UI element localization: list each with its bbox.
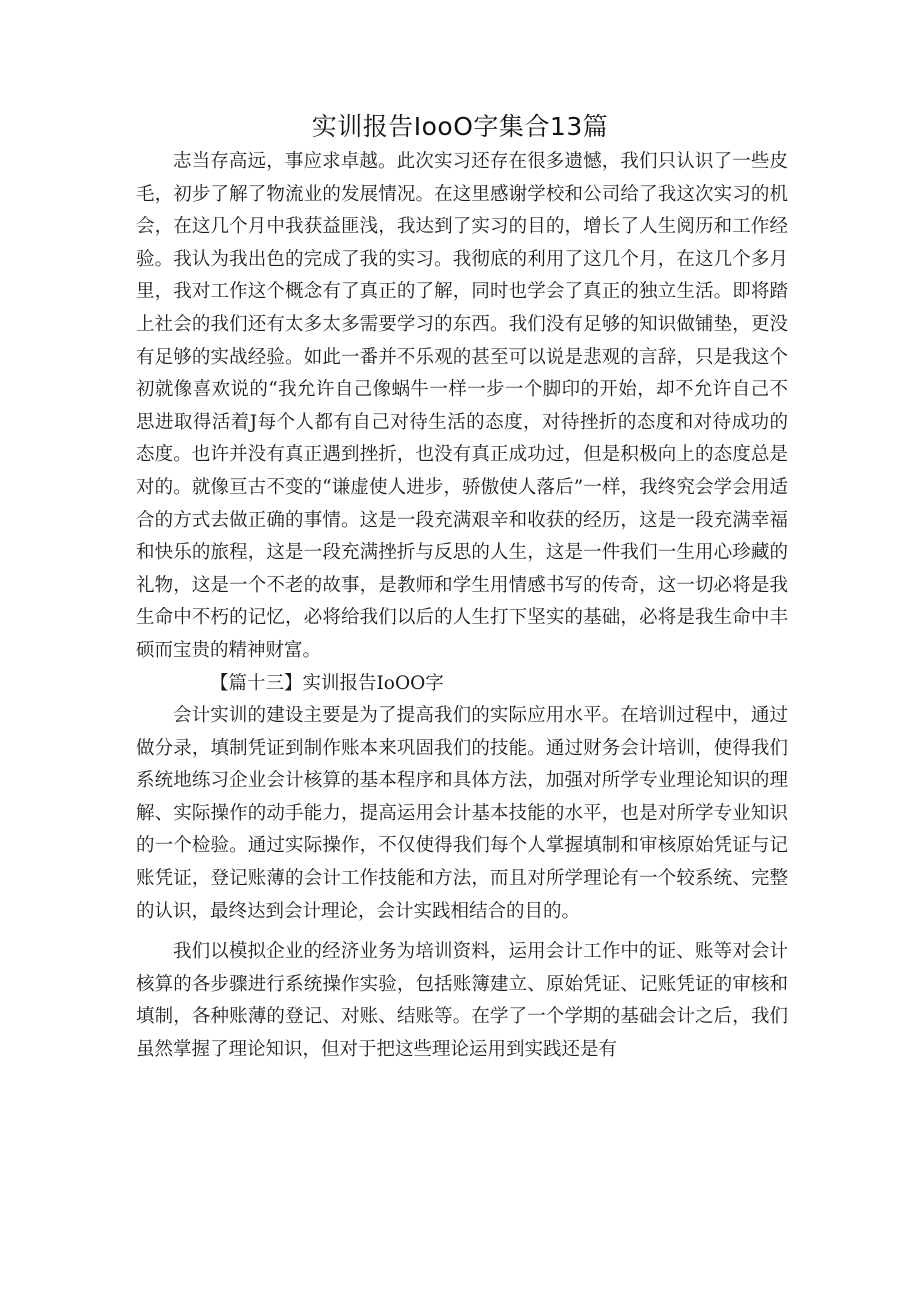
document-title: 实训报告IooO字集合13篇 bbox=[311, 112, 609, 141]
document-body bbox=[136, 146, 788, 1067]
section-heading: 【篇十三】实训报告IoOO字 bbox=[210, 672, 444, 694]
paragraph: 我们以模拟企业的经济业务为培训资料，运用会计工作中的证、账等对会计核算的各步骤进行系统操作实验，包括账簿建立、原始凭证、记账凭证的审核和填制，各种账薄的登记、对账、结账等。在学了一个学期的基础会计之后，我们虽然掌握了理论知识，但对于把这些理论运用到实践还是有 bbox=[136, 941, 788, 1061]
paragraph: 志当存高远，事应求卓越。此次实习还存在很多遗憾，我们只认识了一些皮毛，初步了解了物流业的发展情况。在这里感谢学校和公司给了我这次实习的机会，在这几个月中我获益匪浅，我达到了实习的目的，增长了人生阅历和工作经验。我认为我出色的完成了我的实习。我彻底的利用了这几个月，在这几个多月里，我对工作这个概念有了真正的了解，同时也学会了真正的独立生活。即将踏上社会的我们还有太多太多需要学习的东西。我们没有足够的知识做铺垫，更没有足够的实战经验。如此一番并不乐观的甚至可以说是悲观的言辞，只是我这个初就像喜欢说的“我允许自己像蜗牛一样一步一个脚印的开始，却不允许自己不思进取得活着J每个人都有自己对待生活的态度，对待挫折的态度和对待成功的态度。也许并没有真正遇到挫折，也没有真正成功过，但是积极向上的态度总是对的。就像亘古不变的“谦虚使人进步，骄傲使人落后”一样，我终究会学会用适合的方式去做正确的事情。这是一段充满艰辛和收获的经历，这是一段充满幸福和快乐的旅程，这是一段充满挫折与反思的人生，这是一件我们一生用心珍藏的礼物，这是一个不老的故事，是教师和学生用情感书写的传奇，这一切必将是我生命中不朽的记忆，必将给我们以后的人生打下坚实的基础，必将是我生命中丰硕而宝贵的精神财富。 bbox=[136, 151, 788, 661]
paragraph: 会计实训的建设主要是为了提高我们的实际应用水平。在培训过程中，通过做分录，填制凭证到制作账本来巩固我们的技能。通过财务会计培训，使得我们系统地练习企业会计核算的基本程序和具体方法，加强对所学专业理论知识的理解、实际操作的动手能力，提高运用会计基本技能的水平，也是对所学专业知识的一个检验。通过实际操作，不仅使得我们每个人掌握填制和审核原始凭证与记账凭证，登记账薄的会计工作技能和方法，而且对所学理论有一个较系统、完整的认识，最终达到会计理论，会计实践相结合的目的。 bbox=[136, 705, 788, 922]
